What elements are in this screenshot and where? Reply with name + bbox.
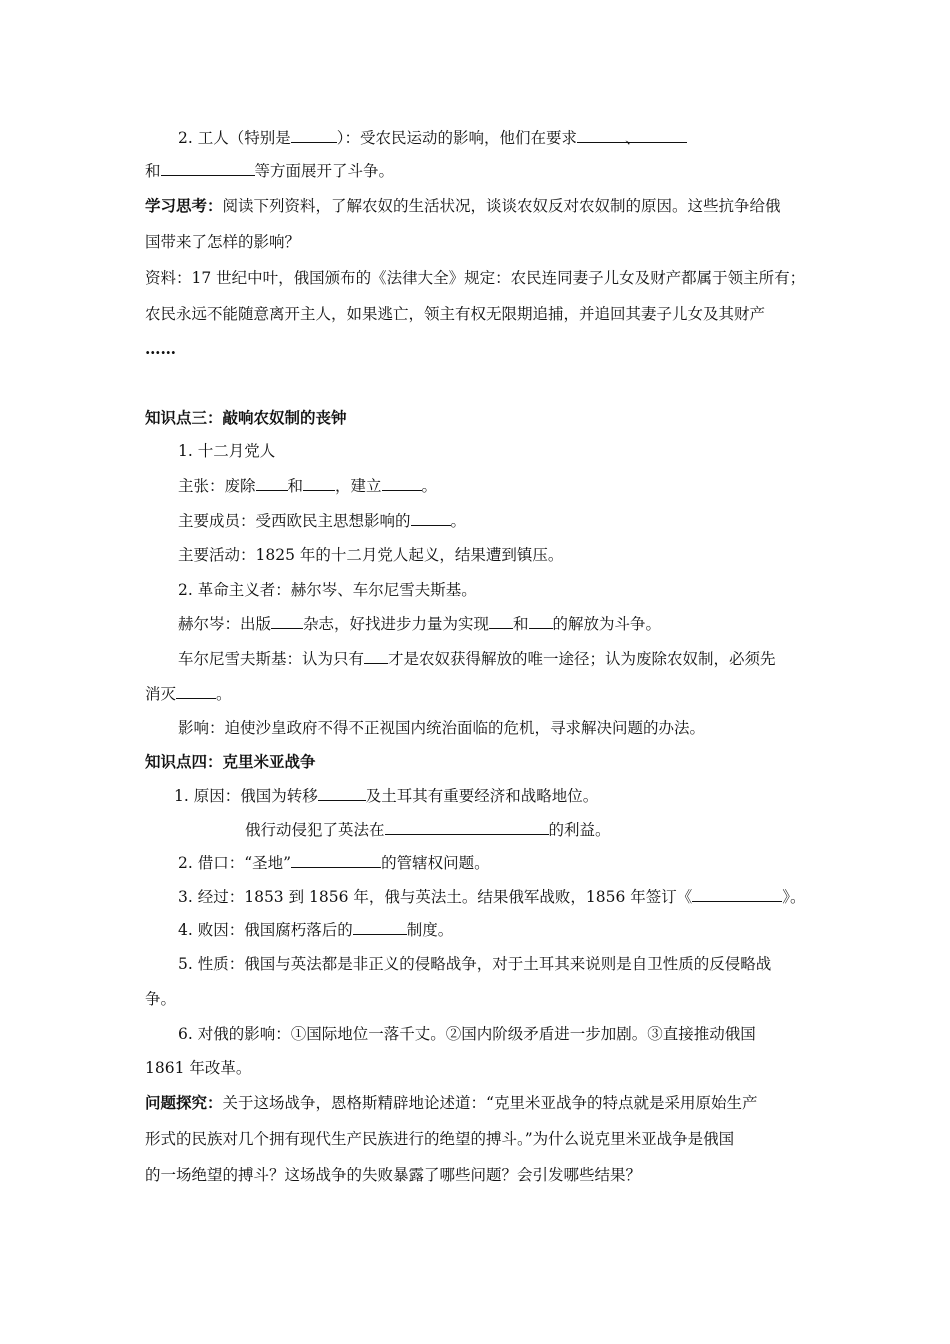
text: 主要成员：受西欧民主思想影响的: [178, 512, 411, 530]
influence-line: 6. 对俄的影响：①国际地位一落千丈。②国内阶级矛盾进一步加剧。③直接推动俄国: [178, 1025, 756, 1043]
section-heading-4: 知识点四：克里米亚战争: [145, 752, 316, 771]
explore-line3: 的一场绝望的搏斗？这场战争的失败暴露了哪些问题？会引发哪些结果？: [145, 1166, 642, 1184]
text: 。: [421, 477, 438, 495]
nature-line-2: 争。: [145, 990, 177, 1008]
blank: [291, 128, 337, 143]
blank: [385, 820, 549, 835]
activity-line: 主要活动：1825 年的十二月党人起义，结果遭到镇压。: [178, 546, 564, 564]
text: 车尔尼雪夫斯基：认为只有: [178, 650, 365, 668]
process-line: [178, 887, 806, 907]
text: 的解放为斗争。: [552, 615, 662, 633]
section-heading-3: 知识点三：敲响农奴制的丧钟: [145, 408, 347, 427]
text: 才是农奴获得解放的唯一途径；认为废除农奴制，必须先: [388, 650, 776, 668]
text: 2. 工人（特别是: [178, 129, 291, 147]
workers-line-2: [145, 161, 394, 181]
blank: [353, 920, 407, 935]
text: 和: [145, 162, 161, 180]
pretext-line: [178, 853, 490, 873]
blank: [411, 511, 451, 526]
herzen-line: [178, 614, 661, 634]
blank: [161, 161, 255, 176]
blank: [692, 887, 782, 902]
text: 关于这场战争，恩格斯精辟地论述道：“克里米亚战争的特点就是采用原始生产: [222, 1094, 758, 1112]
text: 1. 原因：俄国为转移: [174, 787, 318, 805]
defeat-cause-line: [178, 920, 453, 940]
text: 赫尔岑：出版: [178, 615, 272, 633]
text: 。: [450, 512, 467, 530]
text: 4. 败因：俄国腐朽落后的: [178, 921, 353, 939]
chernyshevsky-line-2: [145, 684, 232, 704]
text: 等方面展开了斗争。: [254, 162, 395, 180]
nature-line: 5. 性质：俄国与英法都是非正义的侵略战争，对于土耳其来说则是自卫性质的反侵略战: [178, 955, 772, 973]
text: 的利益。: [548, 821, 611, 839]
explore-label: 问题探究：: [145, 1093, 223, 1112]
material-line1: 资料：17 世纪中叶，俄国颁布的《法律大全》规定：农民连同妻子儿女及财产都属于领主所有；: [145, 269, 806, 287]
blank: [176, 684, 216, 699]
blank: [318, 786, 366, 801]
study-think-line1: [145, 196, 781, 216]
blank: [364, 649, 388, 664]
blank: [291, 853, 381, 868]
text: 杂志，好找进步力量为实现: [303, 615, 490, 633]
text: 及土耳其有重要经济和战略地位。: [365, 787, 599, 805]
cause-line-2: [245, 820, 611, 840]
impact-line: 影响：迫使沙皇政府不得不正视国内统治面临的危机，寻求解决问题的办法。: [178, 719, 706, 737]
blank: [577, 128, 625, 143]
text: 俄行动侵犯了英法在: [245, 821, 385, 839]
blank: [303, 476, 335, 491]
item-decembrists: 1. 十二月党人: [178, 442, 276, 460]
text: 制度。: [406, 921, 454, 939]
blank: [382, 476, 422, 491]
text: 》。: [782, 888, 806, 906]
blank: [489, 614, 513, 629]
blank: [529, 614, 553, 629]
material-line2: 农民永远不能随意离开主人，如果逃亡，领主有权无限期追捕，并追回其妻子儿女及其财产: [145, 305, 766, 323]
text: 主张：废除: [178, 477, 256, 495]
text: ，建立: [335, 477, 382, 495]
explore-line2: 形式的民族对几个拥有现代生产民族进行的绝望的搏斗。”为什么说克里米亚战争是俄国: [145, 1130, 735, 1148]
influence-line-2: 1861 年改革。: [145, 1059, 252, 1077]
item-revolutionaries: 2. 革命主义者：赫尔岑、车尔尼雪夫斯基。: [178, 581, 477, 599]
text: ）：受农民运动的影响，他们在要求: [336, 129, 577, 147]
blank: 、: [624, 129, 641, 147]
blank: [256, 476, 288, 491]
text: 消灭: [145, 685, 177, 703]
text: 。: [216, 685, 232, 703]
text: 2. 借口：“圣地”: [178, 854, 292, 872]
blank: [271, 614, 303, 629]
text: 和: [287, 477, 304, 495]
chernyshevsky-line: [178, 649, 776, 669]
text: 阅读下列资料，了解农奴的生活状况，谈谈农奴反对农奴制的原因。这些抗争给俄: [222, 197, 781, 215]
text: 3. 经过：1853 到 1856 年，俄与英法土。结果俄军战败，1856 年签订《: [178, 888, 693, 906]
members-line: [178, 511, 466, 531]
blank: [641, 128, 687, 143]
text: 和: [513, 615, 529, 633]
workers-line: [178, 128, 687, 148]
cause-line: [174, 786, 598, 806]
text: 的管辖权问题。: [381, 854, 490, 872]
study-think-line2: 国带来了怎样的影响？: [145, 233, 301, 251]
explore-line1: [145, 1093, 757, 1113]
ellipsis: ……: [145, 339, 176, 358]
claim-line: [178, 476, 437, 496]
study-think-label: 学习思考：: [145, 196, 223, 215]
